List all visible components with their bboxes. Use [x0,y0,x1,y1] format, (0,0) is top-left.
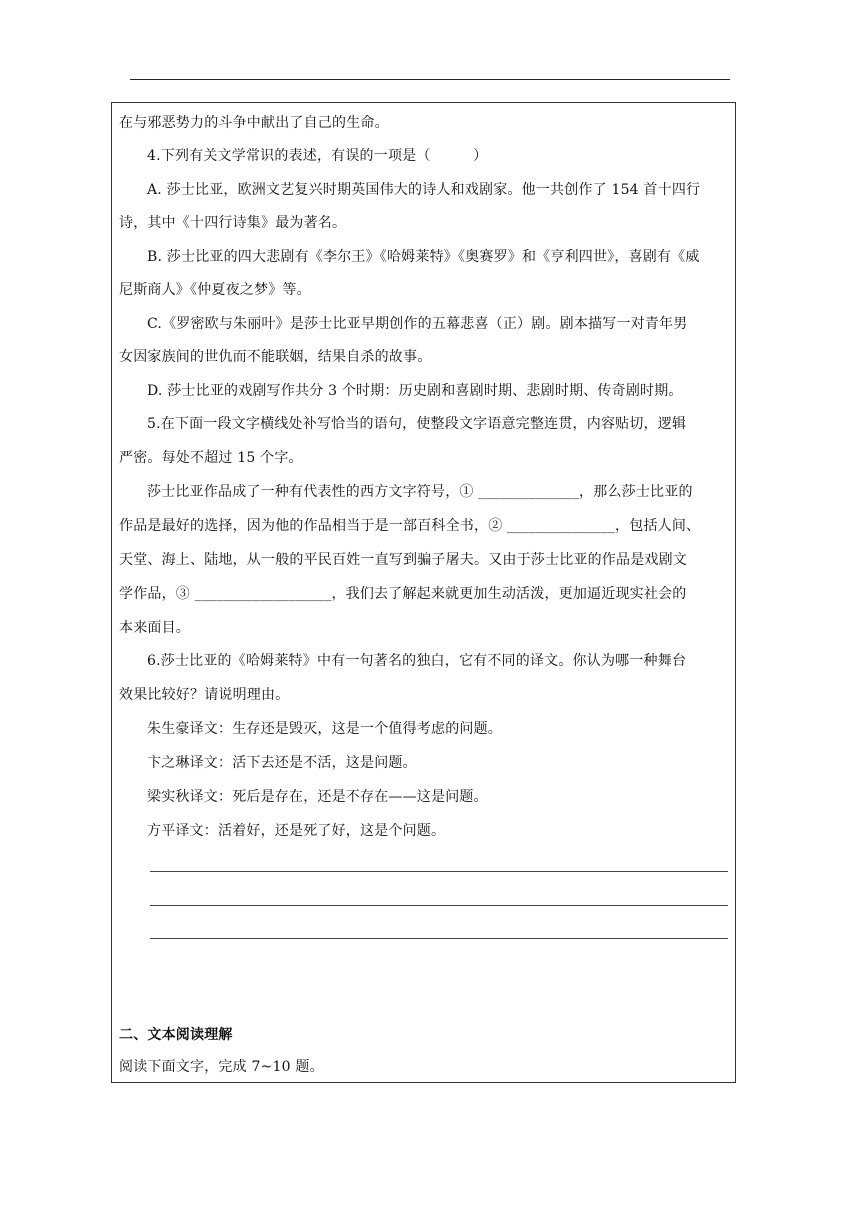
translation-liang: 梁实秋译文：死后是存在，还是不存在——这是问题。 [147,789,488,805]
text-line: 在与邪恶势力的斗争中献出了自己的生命。 [119,115,389,131]
section-instruction: 阅读下面文字，完成 7~10 题。 [119,1059,324,1075]
question-6-stem-cont: 效果比较好？请说明理由。 [119,687,290,703]
option-c: C.《罗密欧与朱丽叶》是莎士比亚早期创作的五幕悲喜（正）剧。剧本描写一对青年男 [147,316,688,332]
passage-line: 本来面目。 [119,620,190,636]
option-d: D. 莎士比亚的戏剧写作共分 3 个时期：历史剧和喜剧时期、悲剧时期、传奇剧时期。 [147,383,683,399]
section-heading: 二、文本阅读理解 [119,1027,233,1043]
option-a-cont: 诗，其中《十四行诗集》最为著名。 [119,215,347,231]
passage-line: 作品是最好的选择，因为他的作品相当于是一部百科全书，② _______________，包括人间、 [119,518,701,534]
option-b: B. 莎士比亚的四大悲剧有《李尔王》《哈姆莱特》《奥赛罗》和《亨利四世》，喜剧有《威 [147,249,700,265]
answer-line [150,905,728,906]
question-5-stem: 5.在下面一段文字横线处补写恰当的语句，使整段文字语意完整连贯，内容贴切，逻辑 [147,416,687,432]
passage-line: 天堂、海上、陆地，从一般的平民百姓一直写到骗子屠夫。又由于莎士比亚的作品是戏剧文 [119,552,687,568]
option-a: A. 莎士比亚，欧洲文艺复兴时期英国伟大的诗人和戏剧家。他一共创作了 154 首十四行 [147,182,701,198]
question-6-stem: 6.莎士比亚的《哈姆莱特》中有一句著名的独白，它有不同的译文。你认为哪一种舞台 [147,653,687,669]
answer-line [150,871,728,872]
translation-fang: 方平译文：活着好，还是死了好，这是个问题。 [147,823,446,839]
question-5-stem-cont: 严密。每处不超过 15 个字。 [119,450,303,466]
answer-line [150,938,728,939]
option-b-cont: 尼斯商人》《仲夏夜之梦》等。 [119,282,311,298]
header-rule [130,79,730,80]
translation-zhu: 朱生豪译文：生存还是毁灭，这是一个值得考虑的问题。 [147,721,502,737]
translation-bian: 卞之琳译文：活下去还是不活，这是问题。 [147,755,417,771]
question-4-stem: 4.下列有关文学常识的表述，有误的一项是（ ） [147,148,488,164]
option-c-cont: 女因家族间的世仇而不能联姻，结果自杀的故事。 [119,349,432,365]
passage-line: 莎士比亚作品成了一种有代表性的西方文字符号，① ______________，那么莎士比亚的 [147,484,693,500]
passage-line: 学作品，③ ___________________，我们去了解起来就更加生动活泼，更加逼近现实社会的 [119,586,687,602]
